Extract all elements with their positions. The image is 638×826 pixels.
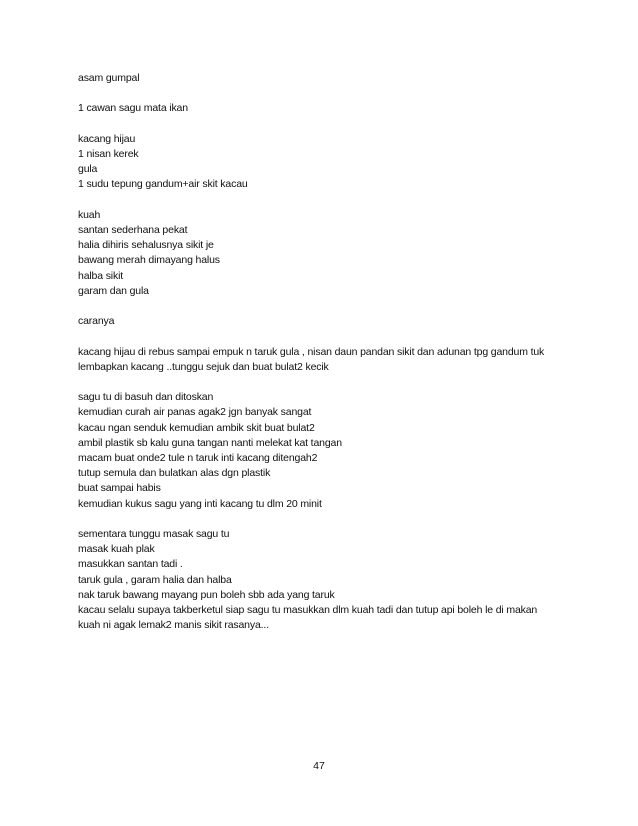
text-line: kemudian kukus sagu yang inti kacang tu dlm 20 minit bbox=[78, 497, 322, 510]
text-line: masak kuah plak bbox=[78, 543, 155, 556]
text-line: bawang merah dimayang halus bbox=[78, 254, 220, 267]
text-line: kacang hijau bbox=[78, 132, 136, 145]
text-section bbox=[78, 71, 578, 86]
text-line: tutup semula dan bulatkan alas dgn plastik bbox=[78, 467, 271, 480]
text-line: kacang hijau di rebus sampai empuk n taruk gula , nisan daun pandan sikit dan adunan tpg gandum tuk bbox=[78, 345, 545, 358]
text-line: kuah ni agak lemak2 manis sikit rasanya... bbox=[78, 619, 269, 632]
paragraph-gap bbox=[78, 299, 578, 314]
text-line: kacau selalu supaya takberketul siap sagu tu masukkan dlm kuah tadi dan tutup api boleh le di makan bbox=[78, 604, 538, 616]
text-line: halba sikit bbox=[78, 269, 124, 282]
paragraph-gap bbox=[78, 329, 578, 344]
paragraph-gap bbox=[78, 86, 578, 101]
text-line: kemudian curah air panas agak2 jgn banyak sangat bbox=[78, 406, 312, 419]
text-line: asam gumpal bbox=[78, 72, 140, 84]
text-line: 1 cawan sagu mata ikan bbox=[78, 102, 188, 115]
text-section bbox=[78, 527, 578, 633]
text-line: garam dan gula bbox=[78, 284, 149, 297]
recipe-text bbox=[78, 71, 578, 633]
text-line: ambil plastik sb kalu guna tangan nanti melekat kat tangan bbox=[78, 436, 342, 449]
paragraph-gap bbox=[78, 117, 578, 132]
text-line: macam buat onde2 tule n taruk inti kacang ditengah2 bbox=[78, 451, 318, 464]
text-line: gula bbox=[78, 163, 98, 176]
text-line: santan sederhana pekat bbox=[78, 223, 188, 236]
text-line: halia dihiris sehalusnya sikit je bbox=[78, 239, 214, 252]
text-section bbox=[78, 132, 578, 193]
text-line: 1 nisan kerek bbox=[78, 147, 139, 160]
text-line: kuah bbox=[78, 208, 101, 221]
text-line: lembapkan kacang ..tunggu sejuk dan buat bulat2 kecik bbox=[78, 360, 329, 373]
text-section bbox=[78, 101, 578, 116]
page-number: 47 bbox=[313, 760, 325, 772]
text-section bbox=[78, 390, 578, 512]
text-section bbox=[78, 314, 578, 329]
text-line: nak taruk bawang mayang pun boleh sbb ada yang taruk bbox=[78, 588, 335, 601]
text-line: taruk gula , garam halia dan halba bbox=[78, 573, 232, 586]
text-line: 1 sudu tepung gandum+air skit kacau bbox=[78, 178, 248, 191]
text-line: kacau ngan senduk kemudian ambik skit buat bulat2 bbox=[78, 421, 315, 434]
text-section bbox=[78, 345, 578, 375]
paragraph-gap bbox=[78, 512, 578, 527]
paragraph-gap bbox=[78, 193, 578, 208]
paragraph-gap bbox=[78, 375, 578, 390]
text-line: sagu tu di basuh dan ditoskan bbox=[78, 391, 214, 404]
text-section bbox=[78, 208, 578, 299]
text-line: sementara tunggu masak sagu tu bbox=[78, 527, 230, 540]
text-line: buat sampai habis bbox=[78, 482, 161, 495]
text-line: caranya bbox=[78, 315, 115, 328]
text-line: masukkan santan tadi . bbox=[78, 558, 183, 571]
